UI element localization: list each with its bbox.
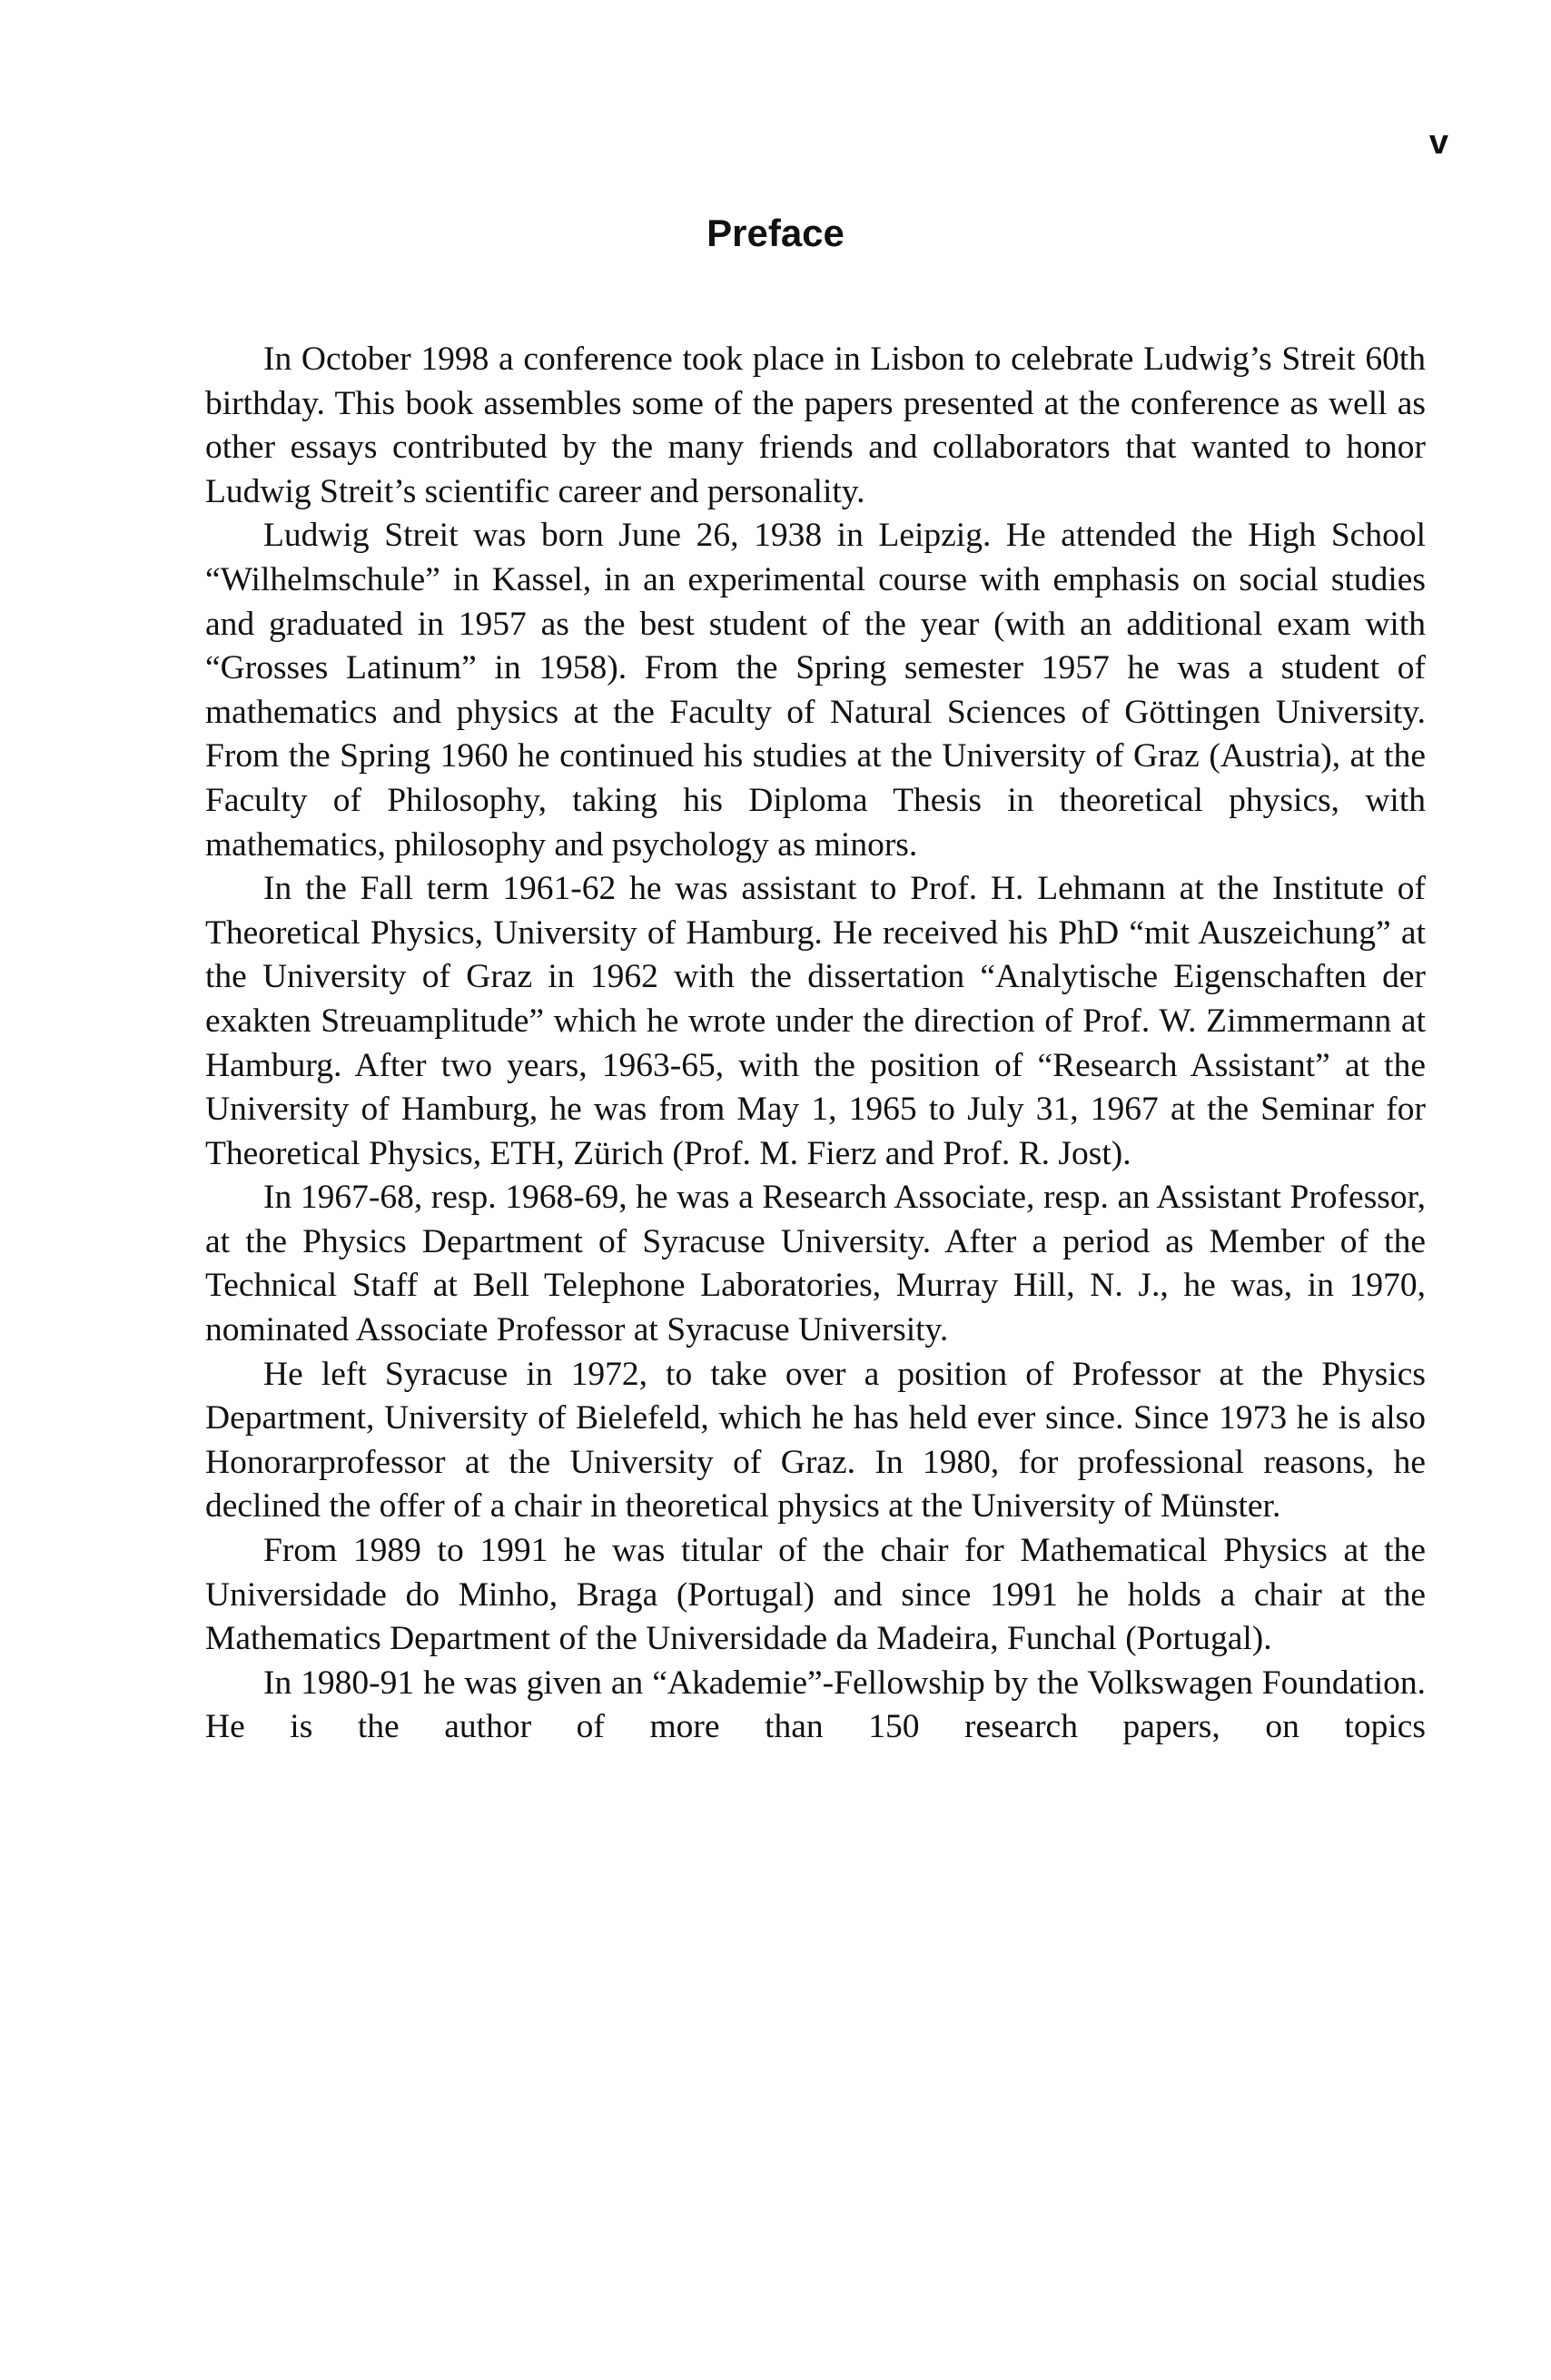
page-title: Preface [706, 212, 845, 254]
paragraph-portugal: From 1989 to 1991 he was titular of the chair for Mathematical Physics at the Universidade do Minho, Braga (Portugal) and since 1991 he holds a chair at the Mathematics Department of the Universidade da Madeira, Funchal (Portugal). [205, 1532, 1426, 1658]
paragraph-intro: In October 1998 a conference took place in Lisbon to celebrate Ludwig’s Streit 60th birthday. This book assembles some of the papers presented at the conference as well as other essays contributed by the many friends and collaborators that wanted to honor Ludwig Streit’s scientific career and personality. [205, 341, 1426, 510]
paragraph-early-life: Ludwig Streit was born June 26, 1938 in Leipzig. He attended the High School “Wilhelmschule” in Kassel, in an experimental course with emphasis on social studies and graduated in 1957 as the best student of the year (with an additional exam with “Grosses Latinum” in 1958). From the Spring semester 1957 he was a student of mathematics and physics at the Faculty of Natural Sciences of Göttingen University. From the Spring 1960 he continued his studies at the University of Graz (Austria), at the Faculty of Philosophy, taking his Diploma Thesis in theoretical physics, with mathematics, philosophy and psychology as minors. [205, 517, 1426, 864]
paragraph-hamburg-zurich: In the Fall term 1961-62 he was assistant to Prof. H. Lehmann at the Institute of Theoretical Physics, University of Hamburg. He received his PhD “mit Auszeichung” at the University of Graz in 1962 with the dissertation “Analytische Eigenschaften der exakten Streuamplitude” which he wrote under the direction of Prof. W. Zimmermann at Hamburg. After two years, 1963-65, with the position of “Research Assistant” at the University of Hamburg, he was from May 1, 1965 to July 31, 1967 at the Seminar for Theoretical Physics, ETH, Zürich (Prof. M. Fierz and Prof. R. Jost). [205, 870, 1426, 1172]
paragraph-syracuse: In 1967-68, resp. 1968-69, he was a Research Associate, resp. an Assistant Professor, at the Physics Department of Syracuse University. After a period as Member of the Technical Staff at Bell Telephone Laboratories, Murray Hill, N. J., he was, in 1970, nominated Associate Professor at Syracuse University. [205, 1179, 1426, 1349]
paragraph-fellowship: In 1980-91 he was given an “Akademie”-Fellowship by the Volkswagen Foundation. He is the author of more than 150 research papers, on topics [205, 1664, 1426, 1746]
page-number: v [1428, 123, 1448, 162]
paragraph-bielefeld: He left Syracuse in 1972, to take over a position of Professor at the Physics Department, University of Bielefeld, which he has held ever since. Since 1973 he is also Honorarprofessor at the University of Graz. In 1980, for professional reasons, he declined the offer of a chair in theoretical physics at the University of Münster. [205, 1355, 1426, 1526]
preface-body [205, 338, 1426, 1750]
